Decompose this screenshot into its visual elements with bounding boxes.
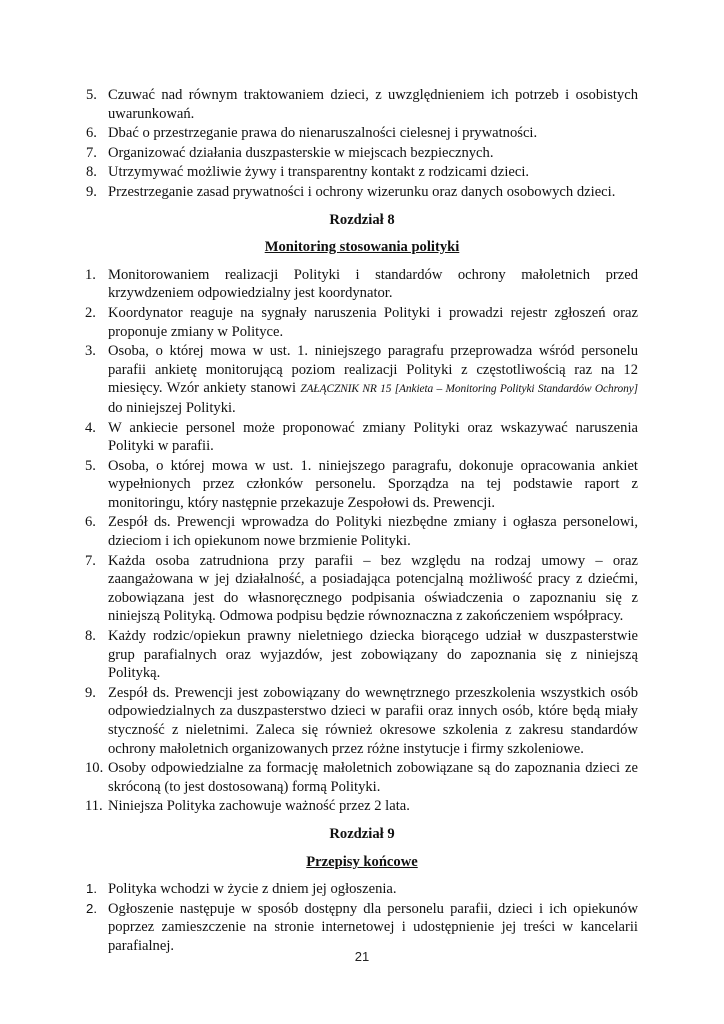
- list-item: 5. Osoba, o której mowa w ust. 1. niniejszego paragrafu, dokonuje opracowania ankiet wypełnionych przez członków personelu. Sporządza na tej podstawie raport z monitoringu, który następnie przekazuje Zespołowi ds. Prewencji.: [85, 457, 638, 511]
- chapter-9-heading: Rozdział 9: [329, 825, 395, 842]
- list-item: 4. W ankiecie personel może proponować zmiany Polityki oraz wskazywać naruszenia Polityki w parafii.: [85, 419, 638, 455]
- list-item: 6. Dbać o przestrzeganie prawa do nienaruszalności cielesnej i prywatności.: [86, 125, 538, 142]
- list-item: 7. Organizować działania duszpasterskie w miejscach bezpiecznych.: [86, 144, 494, 161]
- list-item: 8. Utrzymywać możliwie żywy i transparentny kontakt z rodzicami dzieci.: [86, 164, 530, 181]
- list-item: 1. Polityka wchodzi w życie z dniem jej ogłoszenia.: [86, 881, 397, 898]
- list-item: 9. Zespół ds. Prewencji jest zobowiązany do wewnętrznego przeszkolenia wszystkich osób odpowiedzialnych za duszpasterstwo dzieci w parafii oraz innych osób, które będą miały styczność z nieletnimi. Zaleca się również okresowe szkolenia z zakresu standardów ochrony małoletnich organizowanych przez różne instytucje i firmy szkoleniowe.: [85, 684, 638, 757]
- intro-list: [86, 86, 638, 202]
- list-item: 10. Osoby odpowiedzialne za formację małoletnich zobowiązane są do zapoznania dzieci ze skróconą (to jest dostosowaną) formą Polityki.: [85, 760, 638, 795]
- chapter-9-subtitle: Przepisy końcowe: [306, 853, 418, 870]
- chapter-9-list: [86, 880, 638, 955]
- chapter-8-subtitle: Monitoring stosowania polityki: [264, 239, 460, 256]
- list-item: 5. Czuwać nad równym traktowaniem dzieci, z uwzględnieniem ich potrzeb i osobistych uwarunkowań.: [86, 87, 638, 122]
- page-number: 21: [354, 949, 370, 964]
- list-item: 7. Każda osoba zatrudniona przy parafii – bez względu na rodzaj umowy – oraz zaangażowana w jej działalność, a posiadająca potencjalną możliwość pracy z dziećmi, zobowiązana jest do własnoręcznego podpisania oświadczenia o zapoznaniu się z niniejszą Polityką. Odmowa podpisu będzie równoznaczna z zakończeniem współpracy.: [85, 552, 638, 625]
- chapter-8-list: [86, 266, 638, 816]
- list-item: 8. Każdy rodzic/opiekun prawny nieletniego dziecka biorącego udział w duszpasterstwie grup parafialnych oraz wyjazdów, jest zobowiązany do zapoznania się z niniejszą Polityką.: [85, 628, 638, 682]
- attachment-reference: ZAŁĄCZNIK NR 15 [Ankieta – Monitoring Polityki Standardów Ochrony]: [300, 383, 638, 396]
- list-item: 11. Niniejsza Polityka zachowuje ważność przez 2 lata.: [85, 798, 410, 815]
- list-item: 2. Koordynator reaguje na sygnały naruszenia Polityki i prowadzi rejestr zgłoszeń oraz proponuje zmiany w Polityce.: [85, 304, 638, 340]
- list-item: 3. Osoba, o której mowa w ust. 1. niniejszego paragrafu przeprowadza wśród personelu parafii ankietę monitorującą poziom realizacji Polityki z częstotliwością raz na 12 miesięcy. Wzór ankiety stanowi ZAŁĄCZNIK NR 15 [Ankieta – Monitoring Polityki Standardów Ochrony] do niniejszej Polityki.: [85, 343, 638, 416]
- page-content: [86, 86, 638, 957]
- list-item: 9. Przestrzeganie zasad prywatności i ochrony wizerunku oraz danych osobowych dzieci.: [86, 183, 616, 200]
- list-item: 2. Ogłoszenie następuje w sposób dostępny dla personelu parafii, dzieci i ich opiekunów poprzez zamieszczenie na stronie internetowej i udostępnienie jej treści w kancelarii parafialnej.: [86, 900, 638, 954]
- list-item: 1. Monitorowaniem realizacji Polityki i standardów ochrony małoletnich przed krzywdzeniem odpowiedzialny jest koordynator.: [85, 266, 638, 302]
- list-item: 6. Zespół ds. Prewencji wprowadza do Polityki niezbędne zmiany i ogłasza personelowi, dzieciom i ich opiekunom nowe brzmienie Polityki.: [85, 514, 638, 550]
- chapter-8-heading: Rozdział 8: [329, 211, 395, 228]
